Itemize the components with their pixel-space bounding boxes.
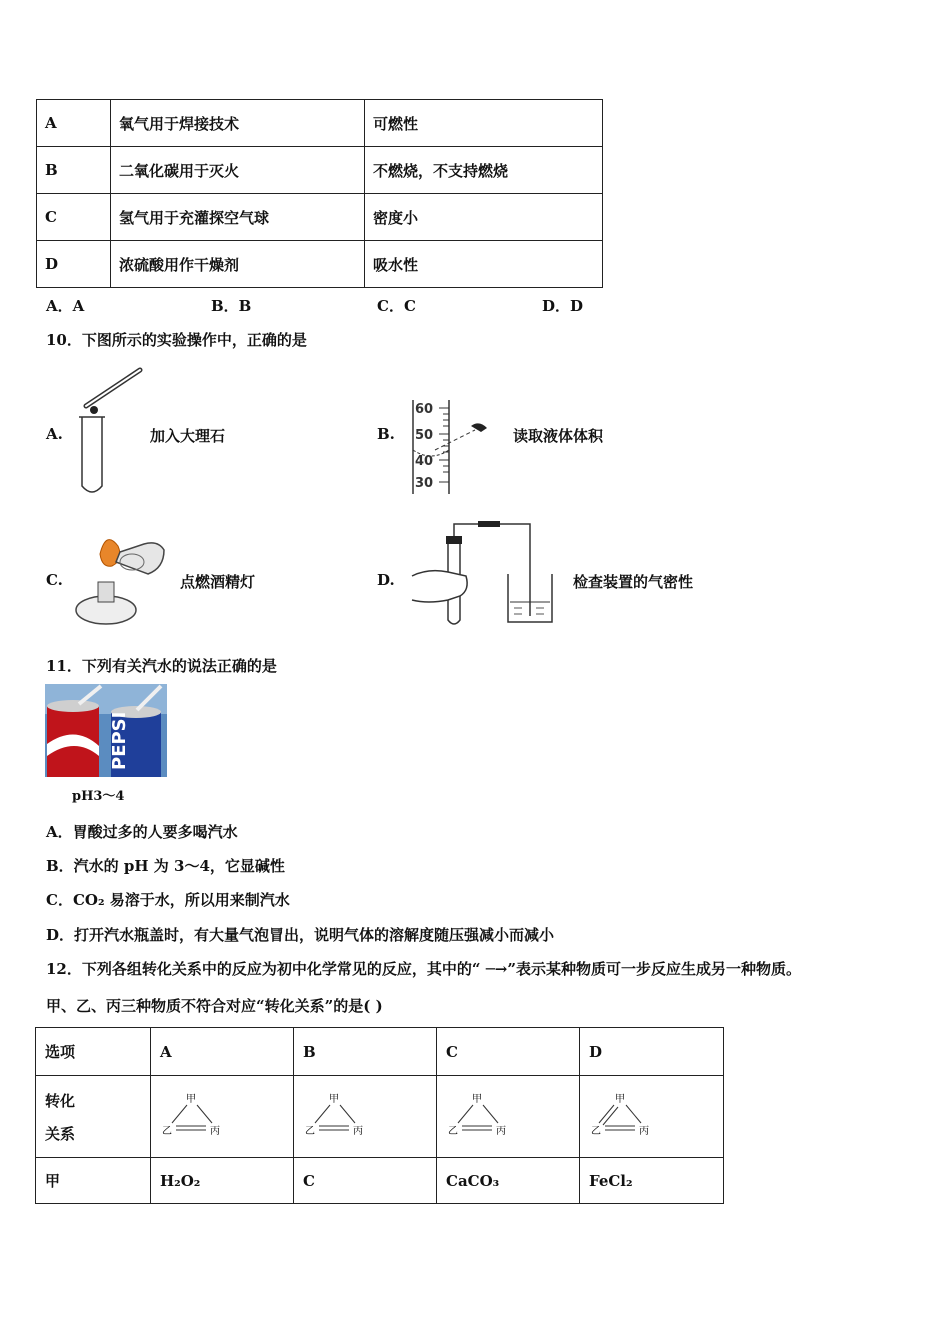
svg-text:乙: 乙: [448, 1125, 458, 1137]
q12-stem-line2: 甲、乙、丙三种物质不符合对应“转化关系”的是( ): [46, 997, 383, 1015]
graduated-cylinder-eye-icon: [405, 398, 495, 496]
table-cell: A: [37, 100, 111, 147]
q10-option-a-letter[interactable]: A.: [46, 425, 63, 443]
table-cell: 二氧化碳用于灭火: [111, 147, 365, 194]
table-cell: 氢气用于充灌探空气球: [111, 194, 365, 241]
table-cell: 吸水性: [365, 241, 603, 288]
table-row: [36, 1158, 724, 1204]
q9-option-a[interactable]: A．A: [46, 297, 85, 315]
svg-text:乙: 乙: [305, 1125, 315, 1137]
q10-option-d-label: 检查装置的气密性: [573, 573, 694, 591]
q10-option-b-label: 读取液体体积: [513, 427, 604, 445]
q11-option-d[interactable]: D．打开汽水瓶盖时，有大量气泡冒出，说明气体的溶解度随压强减小而减小: [46, 926, 555, 944]
q10-stem: 10．下图所示的实验操作中，正确的是: [46, 331, 307, 349]
transformation-diagram: [303, 1092, 367, 1138]
diagram-cell: [437, 1076, 580, 1158]
row-label-line1: 转化: [45, 1091, 76, 1110]
q11-option-a[interactable]: A．胃酸过多的人要多喝汽水: [46, 823, 238, 841]
svg-text:甲: 甲: [186, 1093, 196, 1105]
svg-text:丙: 丙: [353, 1125, 363, 1137]
q11-option-c[interactable]: C．CO₂ 易溶于水，所以用来制汽水: [46, 891, 290, 909]
svg-text:甲: 甲: [615, 1093, 625, 1105]
pepsi-logo-text: PEPSI: [109, 711, 130, 770]
table-cell: CaCO₃: [437, 1158, 580, 1204]
diagram-cell: [151, 1076, 294, 1158]
row-label-line2: 关系: [45, 1124, 76, 1143]
svg-text:甲: 甲: [329, 1093, 339, 1105]
table-row: [37, 100, 603, 147]
svg-text:丙: 丙: [210, 1125, 220, 1137]
header-cell: D: [580, 1028, 724, 1076]
diagram-cell: [294, 1076, 437, 1158]
header-cell: 选项: [36, 1028, 151, 1076]
q10-option-d-letter[interactable]: D.: [377, 571, 395, 589]
soda-cans-image: [45, 684, 167, 777]
q10-option-a-label: 加入大理石: [150, 427, 226, 445]
diagram-cell: [580, 1076, 724, 1158]
table-cell: 可燃性: [365, 100, 603, 147]
row-label-cell: [36, 1076, 151, 1158]
header-cell: A: [151, 1028, 294, 1076]
table-row: [37, 147, 603, 194]
table-cell: H₂O₂: [151, 1158, 294, 1204]
cylinder-mark-60: 60: [415, 402, 434, 417]
q11-option-b[interactable]: B．汽水的 pH 为 3～4，它显碱性: [46, 857, 285, 875]
table-cell: FeCl₂: [580, 1158, 724, 1204]
table-row: [36, 1076, 724, 1158]
cylinder-mark-40: 40: [415, 454, 434, 469]
svg-text:丙: 丙: [496, 1125, 506, 1137]
q10-option-c-letter[interactable]: C.: [46, 571, 63, 589]
transformation-diagram: [160, 1092, 224, 1138]
svg-text:乙: 乙: [162, 1125, 172, 1137]
q9-option-d[interactable]: D．D: [542, 297, 584, 315]
alcohol-lamps-icon: [72, 526, 172, 630]
table-cell: C: [294, 1158, 437, 1204]
header-cell: C: [437, 1028, 580, 1076]
svg-text:丙: 丙: [639, 1125, 649, 1137]
table-cell: C: [37, 194, 111, 241]
cylinder-mark-50: 50: [415, 428, 434, 443]
table-cell: 不燃烧，不支持燃烧: [365, 147, 603, 194]
q9-option-c[interactable]: C．C: [377, 297, 416, 315]
q9-option-b[interactable]: B．B: [211, 297, 252, 315]
q12-stem-line1: 12．下列各组转化关系中的反应为初中化学常见的反应，其中的“ ─→”表示某种物质可一步反应生成另一种物质。: [46, 960, 801, 978]
table-cell: 浓硫酸用作干燥剂: [111, 241, 365, 288]
image-caption: pH3～4: [72, 789, 125, 804]
table-header-row: [36, 1028, 724, 1076]
header-cell: B: [294, 1028, 437, 1076]
table-row: [37, 194, 603, 241]
cylinder-mark-30: 30: [415, 476, 434, 491]
table-cell: 甲: [36, 1158, 151, 1204]
airtightness-apparatus-icon: [410, 520, 560, 630]
q12-table: [35, 1027, 724, 1204]
q10-option-c-label: 点燃酒精灯: [180, 573, 256, 591]
table-cell: 密度小: [365, 194, 603, 241]
table-cell: 氧气用于焊接技术: [111, 100, 365, 147]
table-cell: D: [37, 241, 111, 288]
table-cell: B: [37, 147, 111, 194]
transformation-diagram: [589, 1092, 653, 1138]
test-tube-marble-icon: [72, 362, 148, 496]
transformation-diagram: [446, 1092, 510, 1138]
table-row: [37, 241, 603, 288]
svg-text:甲: 甲: [472, 1093, 482, 1105]
svg-text:乙: 乙: [591, 1125, 601, 1137]
q9-table: [36, 99, 603, 288]
q10-option-b-letter[interactable]: B.: [377, 425, 395, 443]
q11-stem: 11．下列有关汽水的说法正确的是: [46, 657, 277, 675]
